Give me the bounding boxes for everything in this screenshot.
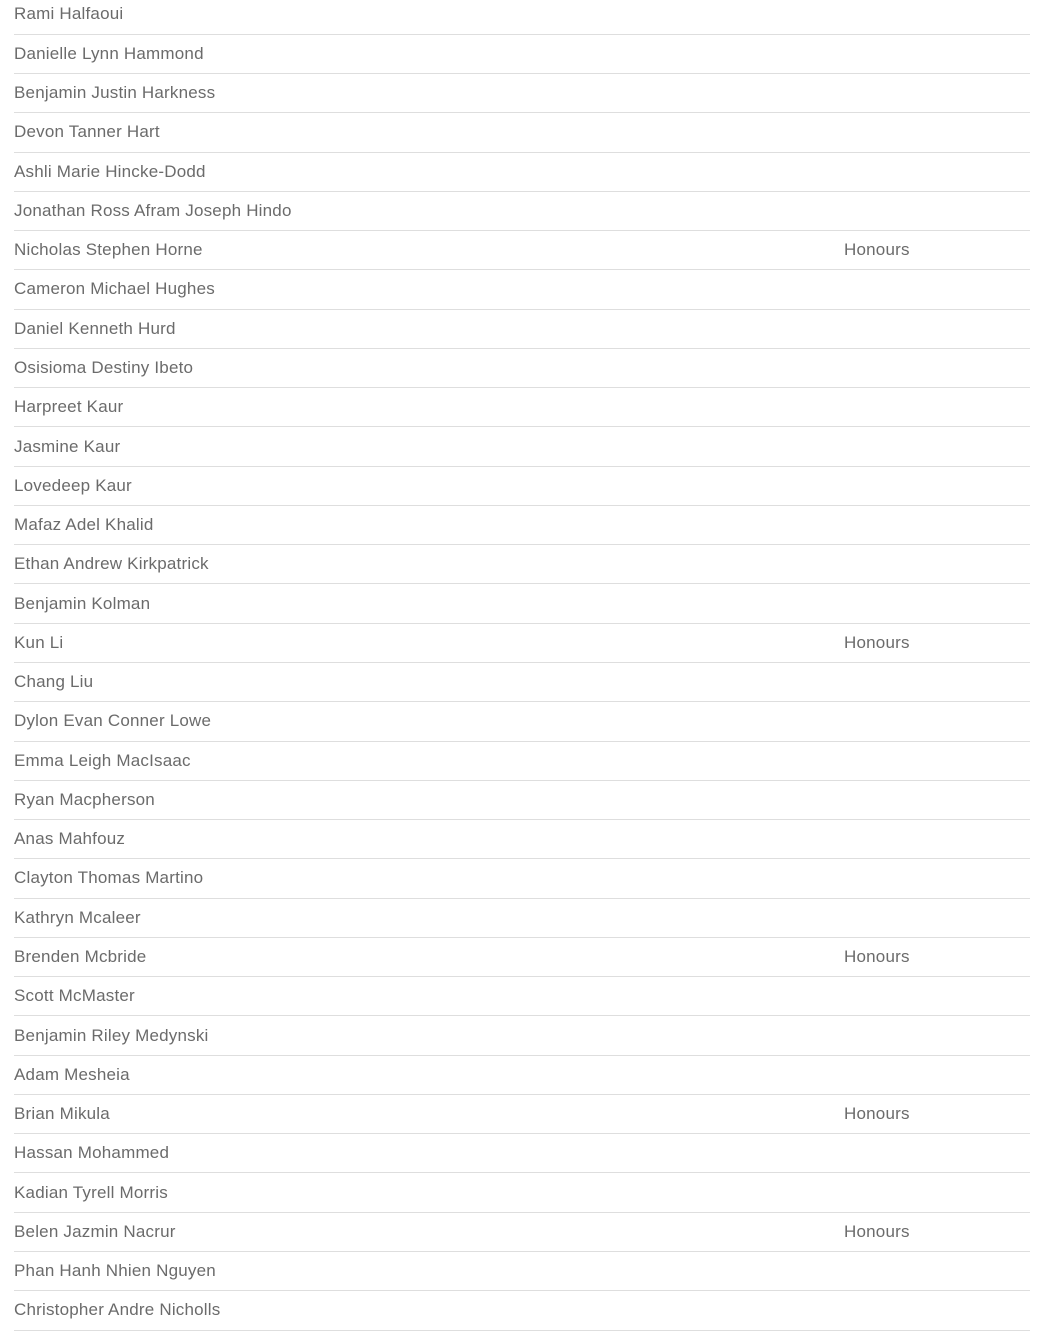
honours-label (844, 0, 1030, 34)
table-row (14, 1134, 1030, 1173)
table-row (14, 1016, 1030, 1055)
graduate-name: Belen Jazmin Nacrur (14, 1212, 844, 1251)
graduate-name: Cameron Michael Hughes (14, 270, 844, 309)
honours-label (844, 584, 1030, 623)
honours-label (844, 309, 1030, 348)
honours-label: Honours (844, 623, 1030, 662)
table-row (14, 309, 1030, 348)
graduate-name: Benjamin Justin Harkness (14, 74, 844, 113)
honours-label (844, 898, 1030, 937)
table-row (14, 1212, 1030, 1251)
table-row (14, 388, 1030, 427)
honours-label (844, 1252, 1030, 1291)
graduate-name: Scott McMaster (14, 977, 844, 1016)
table-row (14, 584, 1030, 623)
honours-label (844, 702, 1030, 741)
table-row (14, 270, 1030, 309)
table-row (14, 1291, 1030, 1330)
honours-label: Honours (844, 231, 1030, 270)
honours-label (844, 820, 1030, 859)
graduate-name: Devon Tanner Hart (14, 113, 844, 152)
table-row (14, 977, 1030, 1016)
graduate-name: Mafaz Adel Khalid (14, 505, 844, 544)
honours-label (844, 348, 1030, 387)
graduate-table (14, 0, 1030, 1331)
honours-label (844, 34, 1030, 73)
table-row (14, 1252, 1030, 1291)
graduate-name: Benjamin Riley Medynski (14, 1016, 844, 1055)
table-row (14, 427, 1030, 466)
honours-label (844, 663, 1030, 702)
graduate-name: Lovedeep Kaur (14, 466, 844, 505)
table-row (14, 1055, 1030, 1094)
table-row (14, 1173, 1030, 1212)
graduate-name: Adam Mesheia (14, 1055, 844, 1094)
graduate-name: Clayton Thomas Martino (14, 859, 844, 898)
graduate-name: Ethan Andrew Kirkpatrick (14, 545, 844, 584)
graduate-name: Chang Liu (14, 663, 844, 702)
table-row (14, 780, 1030, 819)
table-row (14, 898, 1030, 937)
graduate-name: Ryan Macpherson (14, 780, 844, 819)
honours-label: Honours (844, 1212, 1030, 1251)
graduate-name: Jonathan Ross Afram Joseph Hindo (14, 191, 844, 230)
table-row (14, 820, 1030, 859)
table-row (14, 937, 1030, 976)
table-row (14, 152, 1030, 191)
table-row (14, 74, 1030, 113)
table-row (14, 231, 1030, 270)
table-row (14, 1094, 1030, 1133)
graduate-name: Kadian Tyrell Morris (14, 1173, 844, 1212)
honours-label (844, 545, 1030, 584)
graduate-name: Nicholas Stephen Horne (14, 231, 844, 270)
honours-label: Honours (844, 1094, 1030, 1133)
honours-label (844, 977, 1030, 1016)
table-row (14, 505, 1030, 544)
honours-label (844, 466, 1030, 505)
table-row (14, 702, 1030, 741)
table-row (14, 113, 1030, 152)
table-row (14, 348, 1030, 387)
graduate-name: Rami Halfaoui (14, 0, 844, 34)
graduate-list (14, 0, 1030, 1331)
table-row (14, 191, 1030, 230)
honours-label (844, 427, 1030, 466)
honours-label (844, 1016, 1030, 1055)
graduate-name: Phan Hanh Nhien Nguyen (14, 1252, 844, 1291)
honours-label (844, 152, 1030, 191)
honours-label: Honours (844, 937, 1030, 976)
graduate-name: Brenden Mcbride (14, 937, 844, 976)
honours-label (844, 505, 1030, 544)
graduate-name: Kun Li (14, 623, 844, 662)
graduate-name: Osisioma Destiny Ibeto (14, 348, 844, 387)
table-row (14, 34, 1030, 73)
honours-label (844, 859, 1030, 898)
honours-label (844, 113, 1030, 152)
graduate-table-body (14, 0, 1030, 1330)
honours-label (844, 780, 1030, 819)
graduate-name: Benjamin Kolman (14, 584, 844, 623)
table-row (14, 0, 1030, 34)
graduate-name: Kathryn Mcaleer (14, 898, 844, 937)
graduate-name: Daniel Kenneth Hurd (14, 309, 844, 348)
table-row (14, 545, 1030, 584)
honours-label (844, 1291, 1030, 1330)
graduate-name: Anas Mahfouz (14, 820, 844, 859)
honours-label (844, 741, 1030, 780)
table-row (14, 663, 1030, 702)
table-row (14, 859, 1030, 898)
table-row (14, 623, 1030, 662)
table-row (14, 741, 1030, 780)
graduate-name: Brian Mikula (14, 1094, 844, 1133)
honours-label (844, 1134, 1030, 1173)
graduate-name: Dylon Evan Conner Lowe (14, 702, 844, 741)
graduate-name: Jasmine Kaur (14, 427, 844, 466)
graduate-name: Harpreet Kaur (14, 388, 844, 427)
honours-label (844, 270, 1030, 309)
honours-label (844, 74, 1030, 113)
graduate-name: Ashli Marie Hincke-Dodd (14, 152, 844, 191)
graduate-name: Christopher Andre Nicholls (14, 1291, 844, 1330)
honours-label (844, 191, 1030, 230)
honours-label (844, 388, 1030, 427)
graduate-name: Emma Leigh MacIsaac (14, 741, 844, 780)
graduate-name: Hassan Mohammed (14, 1134, 844, 1173)
graduate-name: Danielle Lynn Hammond (14, 34, 844, 73)
table-row (14, 466, 1030, 505)
honours-label (844, 1055, 1030, 1094)
honours-label (844, 1173, 1030, 1212)
